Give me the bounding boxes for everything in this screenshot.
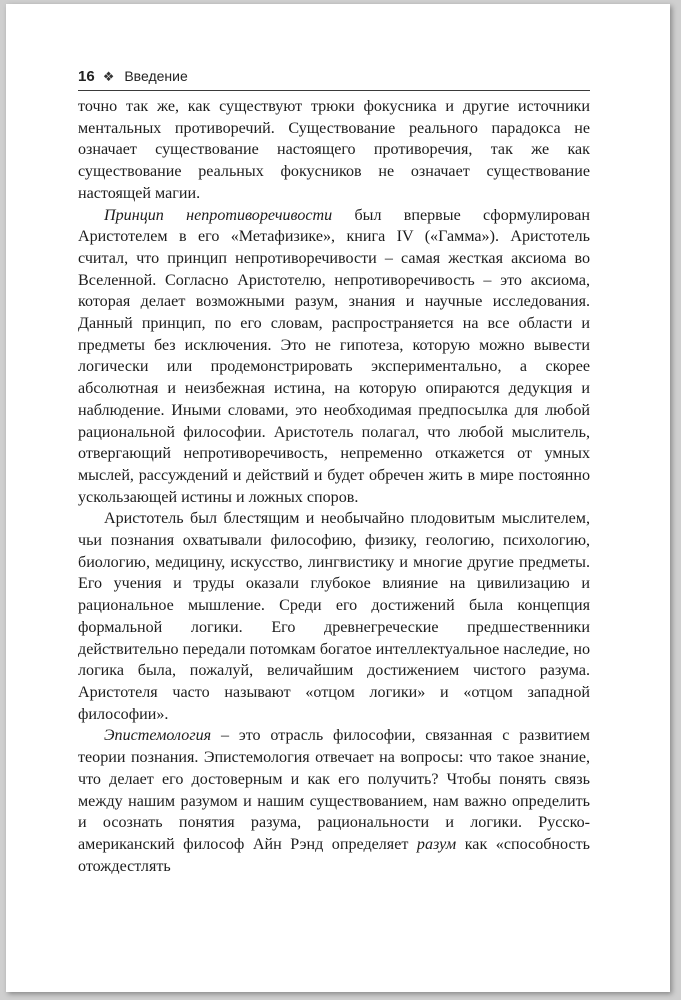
book-page [6, 4, 670, 992]
text-segment: Аристотель был блестящим и необычайно плодовитым мыслителем, чьи познания охватывали философию, физику, геологию, психологию, биологию, медицину, искусство, лингвистику и многие другие предметы. Его учения и труды оказали глубокое влияние на цивилизацию и рациональное мышление. Среди его достижений была концепция формальной логики. Его древнегреческие предшественники действительно передали потомкам богатое интеллектуальное наследие, но логика была, пожалуй, величайшим достижением чистого разума. Аристотеля часто называют «отцом логики» и «отцом западной философии». [78, 510, 590, 723]
ornament-icon: ❖ [102, 69, 115, 84]
paragraph [78, 96, 590, 205]
text-segment: как «способность отождестлять [78, 835, 591, 875]
paragraph [78, 508, 590, 725]
running-header [78, 66, 590, 91]
running-title: Введение [124, 68, 188, 84]
body-text [78, 96, 590, 877]
paragraph [78, 205, 590, 509]
italic-term: разум [416, 835, 457, 853]
paragraph [78, 725, 590, 877]
italic-term: Принцип непротиворечивости [104, 206, 333, 224]
text-segment: был впервые сформулирован Аристотелем в его «Метафизике», книга IV («Гамма»). Аристотель считал, что принцип непротиворечивости – самая жесткая аксиома во Вселенной. Согласно Аристотелю, непротиворечивость – это аксиома, которая делает возможными разум, знания и научные исследования. Данный принцип, по его словам, распространяется на все области и предметы без исключения. Это не гипотеза, которую можно вывести логически или продемонстрировать экспериментально, а скорее абсолютная и неизбежная истина, на которую опираются дедукция и наблюдение. Иными словами, это необходимая предпосылка для любой рациональной философии. Аристотель полагал, что любой мыслитель, отвергающий непротиворечивость, непременно откажется от умных мыслей, рассуждений и действий и будет обречен жить в мире постоянно ускользающей истины и ложных споров. [78, 206, 590, 506]
italic-term: Эпистемология [104, 727, 212, 745]
page-number: 16 [78, 68, 95, 85]
text-segment: точно так же, как существуют трюки фокусника и другие источники ментальных противоречий. Существование реального парадокса не означает существование настоящего противоречия, так же как существование реальных фокусников не означает существование настоящей магии. [78, 98, 590, 202]
text-segment: – это отрасль философии, связанная с развитием теории познания. Эпистемология отвечает на вопросы: что такое знание, что делает его достоверным и как его получить? Чтобы понять связь между нашим разумом и нашим существованием, нам важно определить и осознать понятия разума, рациональности и логики. Русско-американский философ Айн Рэнд определяет [78, 727, 590, 853]
